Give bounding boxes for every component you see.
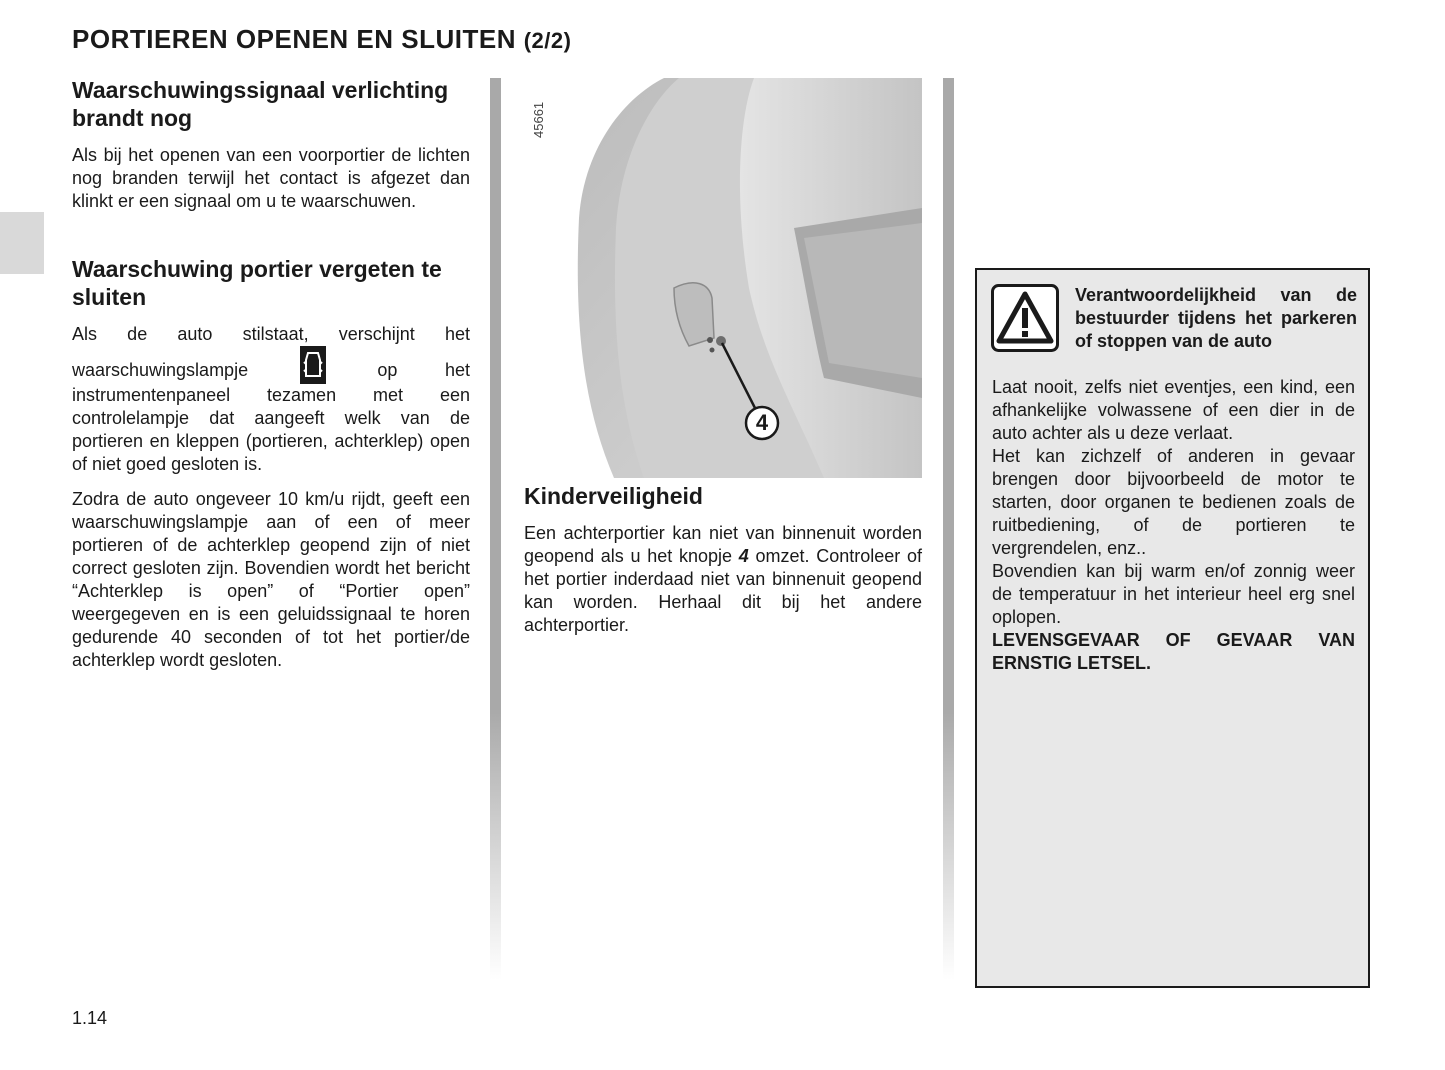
middle-column [524,482,922,637]
figure-callout-number: 4 [755,410,769,435]
page-title-part: (2/2) [523,28,572,53]
page-title-text: PORTIEREN OPENEN EN SLUITEN [72,24,516,54]
warning-box [975,268,1370,988]
section-heading-child-safety: Kinderveiligheid [524,483,703,509]
page-title [72,24,571,55]
door-child-lock-illustration [524,78,922,478]
paragraph-door-warning-2: Zodra de auto ongeveer 10 km/u rijdt, geeft een waarschuwingslampje aan of een of meer portieren of de achterklep geopend zijn of niet correct gesloten zijn. Bovendien wordt het bericht “Achterklep is open” of “Portier open” weergegeven en is een geluidssignaal te horen gedurende 40 seconden of tot het portier/de achterklep wordt gesloten. [72,489,470,670]
child-safety-text-after-ref: omzet. Controleer of het portier inderdaad niet van binnenuit geopend kan worden. Herhaal dit bij het andere achterportier. [524,546,922,635]
warning-body [992,376,1355,675]
warning-paragraph-2: Het kan zichzelf of anderen in gevaar brengen door bijvoorbeeld de motor te starten, door organen te bedienen zoals de ruitbediening, of de portieren te vergrendelen, enz.. [992,446,1355,558]
warning-heading: Verantwoordelijkheid van de bestuurder tijdens het parkeren of stoppen van de auto [1075,285,1357,351]
section-heading-door-warning: Waarschuwing portier vergeten te sluiten [72,256,442,310]
paragraph-child-safety [524,522,922,637]
chapter-tab [0,212,44,274]
column-separator [490,78,501,980]
paragraph-lights-warning: Als bij het openen van een voorportier de lichten nog branden terwijl het contact is afgezet dan klinkt er een signaal om u te waarschuwen. [72,145,470,211]
page-number: 1.14 [72,1008,108,1028]
spacer [72,311,470,323]
section-heading-lights-warning: Waarschuwingssignaal verlichting brandt nog [72,77,449,131]
warning-emphasis: LEVENSGEVAAR OF GEVAAR VAN ERNSTIG LETSEL. [992,630,1355,673]
door-warning-text-before-icon: Als de auto stilstaat, verschijnt het waarschuwingslampje [72,324,470,380]
warning-paragraph-1: Laat nooit, zelfs niet eventjes, een kind, een afhankelijke volwassene of een dier in de auto achter als u deze verlaat. [992,377,1355,443]
left-column [72,76,470,672]
figure-number-text: 45661 [531,101,546,138]
spacer [72,132,470,144]
paragraph-door-warning-1 [72,323,470,476]
column-separator [943,78,954,980]
figure-number [531,56,546,138]
warning-paragraph-3: Bovendien kan bij warm en/of zonnig weer de temperatuur in het interieur heel erg snel oplopen. [992,561,1355,627]
warning-triangle-icon [991,284,1059,352]
child-safety-text-before-ref: Een achterportier kan niet van binnenuit worden geopend als u het knopje [524,523,922,566]
spacer [72,476,470,488]
door-warning-text-after-icon: op het instrumentenpaneel tezamen met een controlelampje dat aangeeft welk van de portieren en kleppen (portieren, achterklep) open of niet goed gesloten is. [72,360,470,474]
spacer [524,510,922,522]
child-safety-ref: 4 [738,546,749,566]
door-open-warning-lamp-icon [300,346,326,384]
